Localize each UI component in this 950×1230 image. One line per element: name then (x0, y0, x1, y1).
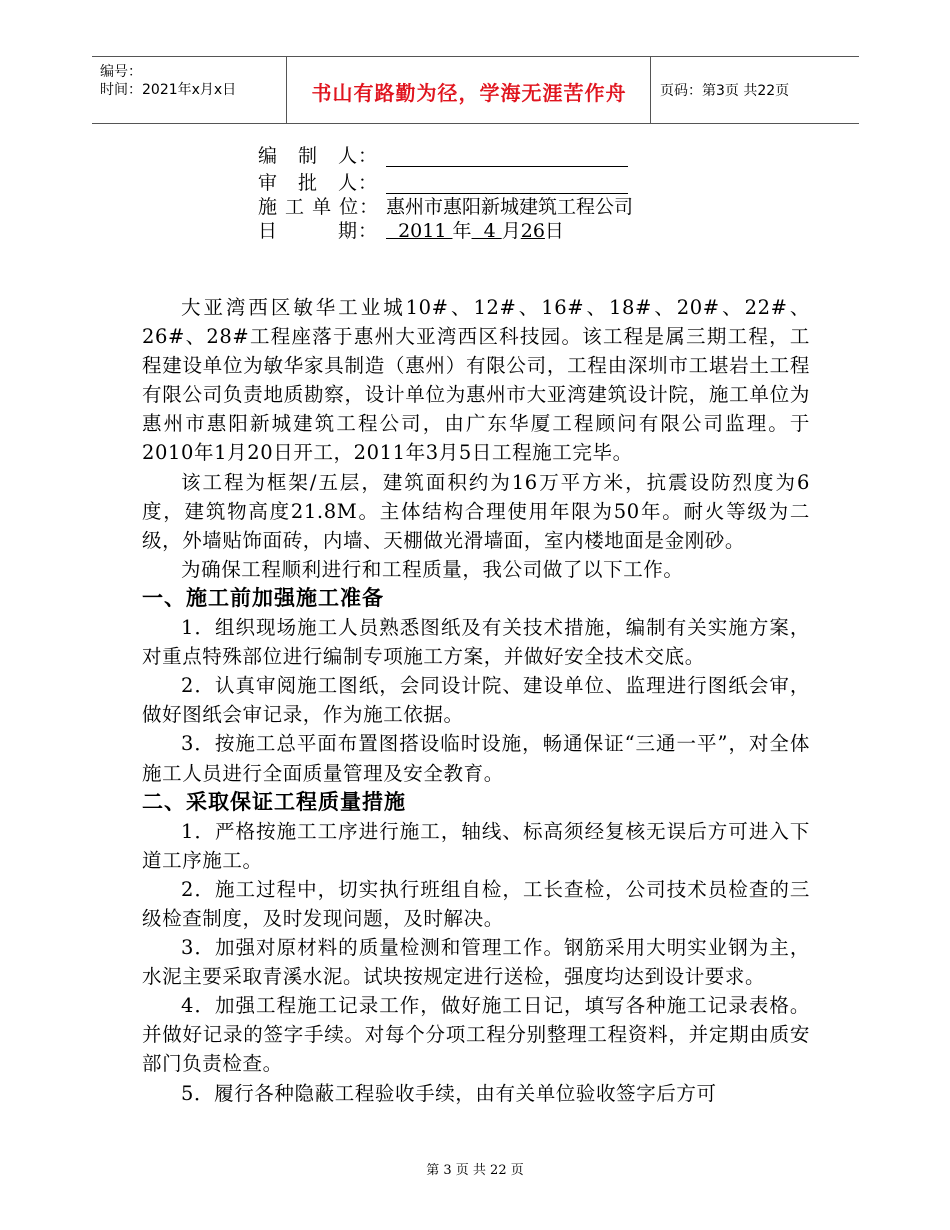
date-day-suffix: 日 (544, 220, 564, 242)
section1-item-2: 2．认真审阅施工图纸，会同设计院、建设单位、监理进行图纸会审，做好图纸会审记录，作为施工依据。 (142, 674, 810, 727)
unit-value: 惠州市惠阳新城建筑工程公司 (386, 196, 634, 218)
date-day: 26 (520, 220, 545, 242)
header-meta (100, 63, 236, 99)
date-month: 4 (471, 220, 502, 242)
section2-item-5: 5．履行各种隐蔽工程验收手续，由有关单位验收签字后方可 (181, 1081, 717, 1105)
compiler-label: 编 制 人： (258, 145, 379, 167)
compiler-row (258, 145, 628, 167)
unit-row (258, 196, 633, 218)
paragraph-overview: 大亚湾西区敏华工业城10#、12#、16#、18#、20#、22#、26#、28#工程座落于惠州大亚湾西区科技园。该工程是属三期工程，工程建设单位为敏华家具制造（惠州）有限公司，工程由深圳市工堪岩土工程有限公司负责地质勘察，设计单位为惠州市大亚湾建筑设计院，施工单位为惠州市惠阳新城建筑工程公司，由广东华厦工程顾问有限公司监理。于2010年1月20日开工，2011年3月5日工程施工完毕。 (142, 296, 810, 465)
time-label: 时间：2021年x月x日 (100, 82, 237, 98)
date-year-suffix: 年 (452, 220, 472, 242)
paragraph-structure: 该工程为框架/五层，建筑面积约为16万平方米，抗震设防烈度为6度，建筑物高度21.8M。主体结构合理使用年限为50年。耐火等级为二级，外墙贴饰面砖，内墙、天棚做光滑墙面，室内楼地面是金刚砂。 (142, 470, 810, 552)
reviewer-blank (386, 175, 628, 194)
reviewer-label: 审 批 人： (258, 172, 379, 194)
header-page-info: 页码：第3页 共22页 (660, 83, 790, 99)
page-header (92, 56, 859, 124)
header-divider (286, 57, 287, 123)
section2-item-2: 2．施工过程中，切实执行班组自检，工长查检，公司技术员检查的三级检查制度，及时发现问题，及时解决。 (142, 877, 810, 930)
header-divider (650, 57, 651, 123)
code-label: 编号： (100, 64, 142, 80)
reviewer-row (258, 172, 628, 194)
header-motto: 书山有路勤为径，学海无涯苦作舟 (311, 81, 627, 105)
date-row (258, 220, 564, 242)
section1-item-3: 3．按施工总平面布置图搭设临时设施，畅通保证“三通一平”，对全体施工人员进行全面质量管理及安全教育。 (142, 732, 810, 785)
section1-item-1: 1．组织现场施工人员熟悉图纸及有关技术措施，编制有关实施方案，对重点特殊部位进行编制专项施工方案，并做好安全技术交底。 (142, 616, 810, 669)
section2-item-4: 4．加强工程施工记录工作，做好施工日记，填写各种施工记录表格。并做好记录的签字手续。对每个分项工程分别整理工程资料，并定期由质安部门负责检查。 (142, 994, 810, 1076)
page-footer: 第 3 页 共 22 页 (426, 1163, 524, 1178)
date-month-suffix: 月 (501, 220, 521, 242)
section2-item-1: 1．严格按施工工序进行施工，轴线、标高须经复核无误后方可进入下道工序施工。 (142, 819, 810, 872)
section-heading-2: 二、采取保证工程质量措施 (142, 789, 406, 814)
compiler-blank (386, 148, 628, 167)
document-body (142, 293, 810, 1108)
section2-item-3: 3．加强对原材料的质量检测和管理工作。钢筋采用大明实业钢为主，水泥主要采取青溪水泥。试块按规定进行送检，强度均达到设计要求。 (142, 936, 810, 989)
unit-label: 施 工 单 位： (258, 196, 380, 218)
date-label: 日 期： (258, 220, 379, 242)
date-year: 2011 (386, 220, 453, 242)
paragraph-intro: 为确保工程顺利进行和工程质量，我公司做了以下工作。 (181, 557, 684, 581)
section-heading-1: 一、施工前加强施工准备 (142, 585, 384, 610)
